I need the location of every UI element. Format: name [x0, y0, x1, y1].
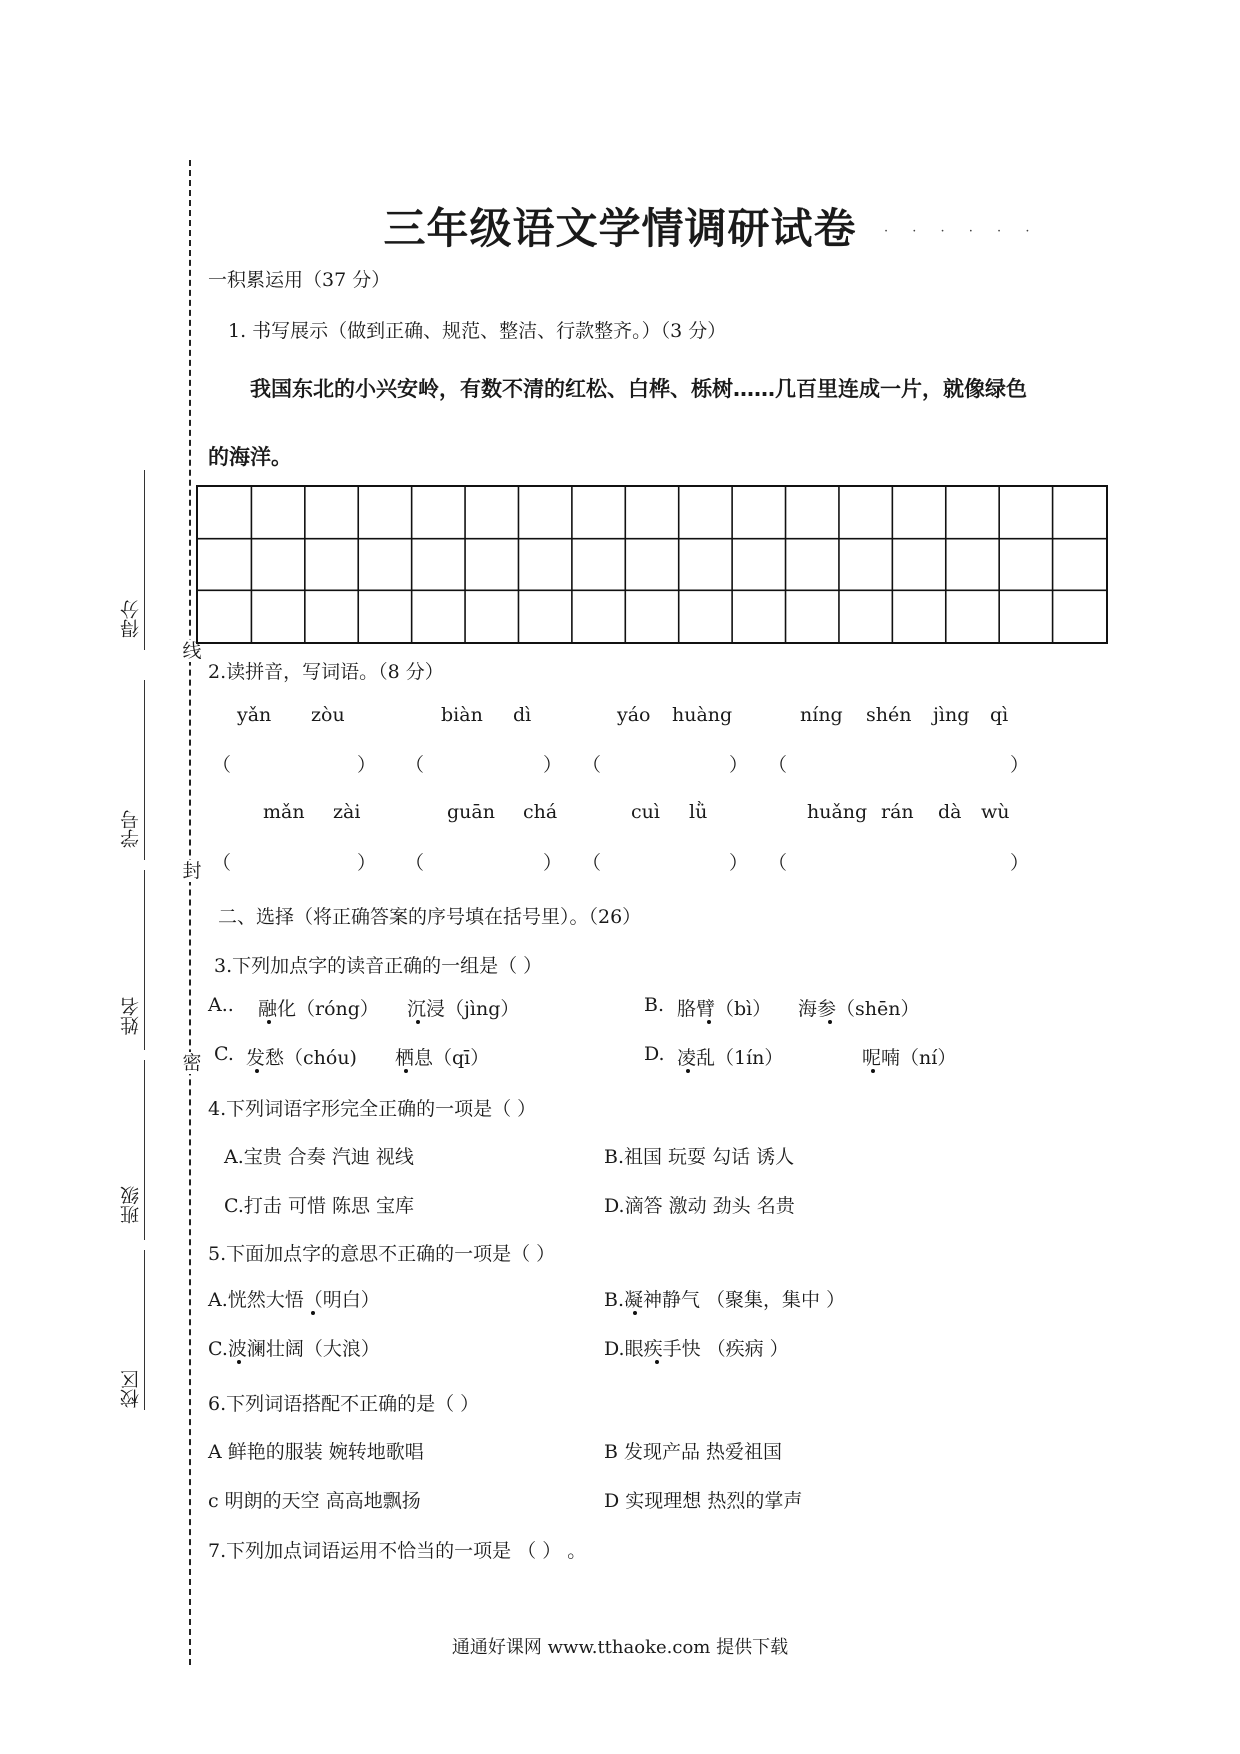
- paren-open: （: [582, 754, 602, 776]
- pinyin: zòu: [311, 704, 345, 726]
- footer-source: 通通好课网 www.tthaoke.com 提供下载: [451, 1637, 789, 1658]
- emphasis-dot: [707, 1020, 711, 1024]
- seal-char-line: 线: [182, 640, 202, 662]
- margin-field-score[interactable]: [118, 470, 146, 650]
- q3-option-a-word1[interactable]: [258, 994, 379, 1021]
- paren-open: （: [582, 852, 602, 874]
- pinyin: yáo: [617, 704, 651, 726]
- seal-dashed-line: [189, 160, 191, 1665]
- pinyin: yǎn: [237, 704, 272, 726]
- q5-label: 5.下面加点字的意思不正确的一项是（ ）: [208, 1243, 556, 1265]
- q5-option-b[interactable]: B.凝神静气 （聚集，集中 ）: [604, 1289, 846, 1311]
- paren-open: （: [768, 852, 788, 874]
- paren-close: ）: [543, 852, 563, 874]
- writing-grid-lines: [198, 487, 1106, 642]
- paren-open: （: [212, 852, 232, 874]
- margin-field-student-id[interactable]: [118, 680, 146, 860]
- pinyin: shén: [866, 704, 912, 726]
- q1-passage-line1: 我国东北的小兴安岭，有数不清的红松、白桦、栎树……几百里连成一片，就像绿色: [250, 377, 1027, 401]
- paren-close: ）: [357, 754, 377, 776]
- pinyin: chá: [523, 801, 558, 823]
- q5-option-a[interactable]: A.恍然大悟（明白）: [208, 1289, 380, 1311]
- paren-close: ）: [543, 754, 563, 776]
- q6-option-b[interactable]: B 发现产品 热爱祖国: [604, 1441, 783, 1463]
- pinyin: níng: [800, 704, 843, 726]
- pinyin: dì: [513, 704, 532, 726]
- q3-option-b-word2[interactable]: 海参（shēn）: [798, 998, 920, 1020]
- q3-option-a-word2[interactable]: [407, 994, 519, 1021]
- q3-option-d-prefix: D.: [644, 1043, 665, 1065]
- emphasis-dot: [416, 1020, 420, 1024]
- seal-char-seal: 封: [182, 860, 202, 882]
- margin-label-class: 班级: [120, 1186, 142, 1224]
- q3-option-b-prefix: B.: [644, 994, 665, 1016]
- q3-a1-text: 融化（róng）: [258, 998, 379, 1020]
- section1-heading: 一积累运用（37 分）: [208, 269, 391, 291]
- pinyin: lǜ: [689, 801, 708, 823]
- q3-option-c-prefix: C.: [214, 1043, 234, 1065]
- q4-label: 4.下列词语字形完全正确的一项是（ ）: [208, 1098, 537, 1120]
- margin-label-name: 姓名: [120, 997, 142, 1035]
- writing-grid[interactable]: [196, 485, 1108, 644]
- pinyin: huǎng: [807, 801, 868, 823]
- emphasis-dot: [633, 1311, 637, 1315]
- margin-field-campus[interactable]: [118, 1250, 146, 1430]
- q6-option-d[interactable]: D 实现理想 热烈的掌声: [604, 1490, 803, 1512]
- paren-open: （: [212, 754, 232, 776]
- q2-label: 2.读拼音，写词语。（8 分）: [208, 661, 444, 683]
- pinyin: rán: [881, 801, 914, 823]
- q6-option-c[interactable]: c 明朗的天空 高高地飘扬: [208, 1490, 421, 1512]
- q1-passage-line2: 的海洋。: [208, 445, 292, 469]
- paren-close: ）: [357, 852, 377, 874]
- emphasis-dot: [828, 1020, 832, 1024]
- pinyin: guān: [447, 801, 495, 823]
- paren-close: ）: [1010, 754, 1030, 776]
- paren-close: ）: [729, 754, 749, 776]
- q3-option-d-word2[interactable]: 呢喃（ní）: [862, 1047, 957, 1069]
- pinyin: dà: [938, 801, 962, 823]
- q3-a2-text: 沉浸（jìng）: [407, 998, 520, 1020]
- q3-option-b-word1[interactable]: 胳臂（bì）: [677, 998, 772, 1020]
- margin-field-name[interactable]: [118, 870, 146, 1050]
- q5-option-d[interactable]: D.眼疾手快 （疾病 ）: [604, 1338, 789, 1360]
- pinyin: zài: [333, 801, 361, 823]
- q5-option-c[interactable]: C.波澜壮阔（大浪）: [208, 1338, 380, 1360]
- emphasis-dot: [255, 1069, 259, 1073]
- pinyin: cuì: [631, 801, 660, 823]
- emphasis-dot: [311, 1311, 315, 1315]
- emphasis-dot: [237, 1360, 241, 1364]
- emphasis-dot: [655, 1360, 659, 1364]
- pinyin: biàn: [441, 704, 483, 726]
- pinyin: jìng: [933, 704, 970, 726]
- paren-open: （: [405, 754, 425, 776]
- margin-field-class[interactable]: [118, 1060, 146, 1240]
- margin-label-score: 得分: [120, 600, 142, 638]
- q4-option-c[interactable]: C.打击 可惜 陈思 宝库: [224, 1195, 415, 1217]
- q7-label: 7.下列加点词语运用不恰当的一项是 （ ） 。: [208, 1540, 587, 1562]
- q6-option-a[interactable]: A 鲜艳的服装 婉转地歌唱: [208, 1441, 424, 1463]
- paren-close: ）: [1010, 852, 1030, 874]
- emphasis-dot: [267, 1020, 271, 1024]
- paren-open: （: [405, 852, 425, 874]
- pinyin: huàng: [672, 704, 733, 726]
- pinyin: qì: [990, 704, 1009, 726]
- emphasis-dot: [871, 1069, 875, 1073]
- seal-char-secret: 密: [182, 1052, 202, 1074]
- q1-label: 1. 书写展示（做到正确、规范、整洁、行款整齐。）（3 分）: [228, 320, 727, 342]
- q3-label: 3.下列加点字的读音正确的一组是（ ）: [214, 955, 543, 977]
- paren-close: ）: [729, 852, 749, 874]
- q6-label: 6.下列词语搭配不正确的是（ ）: [208, 1393, 480, 1415]
- pinyin: wù: [981, 801, 1010, 823]
- q3-option-c-word2[interactable]: 栖息（qī）: [395, 1047, 490, 1069]
- emphasis-dot: [686, 1069, 690, 1073]
- page-title: 三年级语文学情调研试卷: [383, 204, 857, 253]
- q4-option-a[interactable]: A.宝贵 合奏 汽迪 视线: [224, 1146, 414, 1168]
- paren-open: （: [768, 754, 788, 776]
- margin-label-campus: 校区: [120, 1370, 142, 1408]
- emphasis-dot: [404, 1069, 408, 1073]
- q4-option-d[interactable]: D.滴答 激动 劲头 名贵: [604, 1195, 795, 1217]
- q3-option-a-prefix: A..: [208, 994, 234, 1016]
- q4-option-b[interactable]: B.祖国 玩耍 勾话 诱人: [604, 1146, 795, 1168]
- pinyin: mǎn: [263, 801, 305, 823]
- title-dots: · · · · · ·: [884, 224, 1040, 239]
- section2-heading: 二、选择（将正确答案的序号填在括号里）。（26）: [218, 906, 642, 928]
- q3-option-c-word1[interactable]: 发愁（chóu): [246, 1047, 357, 1069]
- q3-option-d-word1[interactable]: 凌乱（1ín）: [677, 1047, 784, 1069]
- margin-label-student-id: 学号: [120, 810, 142, 848]
